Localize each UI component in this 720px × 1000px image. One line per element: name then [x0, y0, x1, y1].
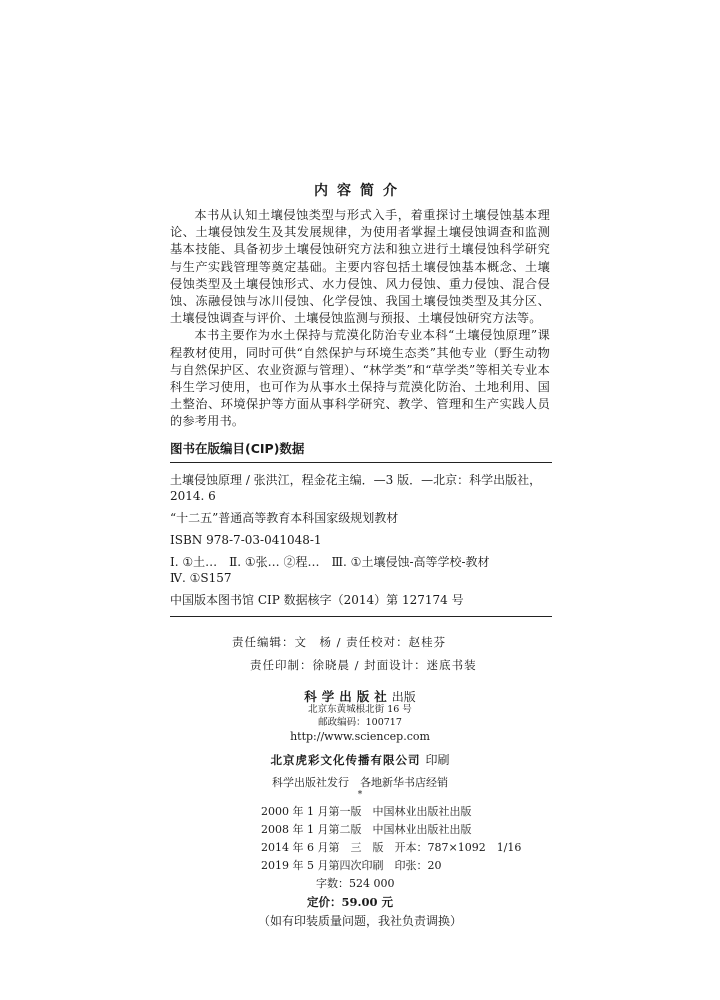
intro-paragraph: 本书从认知土壤侵蚀类型与形式入手，着重探讨土壤侵蚀基本理论、土壤侵蚀发生及其发展规律，为使用者掌握土壤侵蚀调查和监测基本技能、具备初步土壤侵蚀研究方法和独立进行土壤侵蚀科学研究与生产实践管理等奠定基础。主要内容包括土壤侵蚀基本概念、土壤侵蚀类型及土壤侵蚀形式、水力侵蚀、风力侵蚀、重力侵蚀、混合侵蚀、冻融侵蚀与冰川侵蚀、化学侵蚀、我国土壤侵蚀类型及其分区、土壤侵蚀调查与评价、土壤侵蚀监测与预报、土壤侵蚀研究方法等。	[170, 208, 550, 326]
credit-editors: 责任编辑：文 杨 / 责任校对：赵桂芬	[232, 635, 447, 649]
publisher-postcode: 邮政编码：100717	[318, 717, 402, 728]
printer-line	[0, 749, 720, 768]
intro-body	[170, 207, 550, 431]
publisher-name: 科学出版社	[304, 689, 392, 704]
printer-name: 北京虎彩文化传播有限公司	[270, 753, 421, 767]
cip-entry-line: 2014. 6	[170, 489, 216, 503]
cip-classification: Ⅳ. ①S157	[170, 571, 232, 585]
distribution: 科学出版社发行 各地新华书店经销	[272, 776, 448, 789]
cip-entry-line: 土壤侵蚀原理 / 张洪江，程金花主编．—3 版．—北京：科学出版社，	[170, 473, 542, 487]
edition-line: 2008 年 1 月第二版 中国林业出版社出版	[261, 823, 472, 836]
cip-title: 图书在版编目(CIP)数据	[170, 440, 552, 463]
intro-paragraph: 本书主要作为水土保持与荒漠化防治专业本科“土壤侵蚀原理”课程教材使用，同时可供“自然保护与环境生态类”其他专业（野生动物与自然保护区、农业资源与管理）、“林学类”和“草学类”等相关专业本科生学习使用，也可作为从事水土保持与荒漠化防治、土地利用、国土整治、环境保护等方面从事科学研究、教学、管理和生产实践人员的参考用书。	[170, 328, 550, 429]
publisher-url: http://www.sciencep.com	[290, 730, 430, 743]
word-count: 字数：524 000	[316, 877, 395, 890]
cip-classification: Ⅰ. ①土… Ⅱ. ①张… ②程… Ⅲ. ①土壤侵蚀-高等学校-教材	[170, 555, 490, 569]
cip-entries	[170, 472, 552, 617]
edition-line: 2000 年 1 月第一版 中国林业出版社出版	[261, 805, 472, 818]
cip-number: 中国版本图书馆 CIP 数据核字（2014）第 127174 号	[170, 593, 464, 607]
separator-star: *	[357, 790, 363, 800]
cip-series: “十二五”普通高等教育本科国家级规划教材	[170, 511, 399, 525]
cip-block	[170, 440, 552, 617]
publisher-address: 北京东黄城根北街 16 号	[308, 704, 412, 715]
edition-line: 2019 年 5 月第四次印刷 印张：20	[261, 859, 442, 872]
price: 定价：59.00 元	[307, 895, 394, 909]
publisher-name-suffix: 出版	[391, 690, 416, 704]
edition-line: 2014 年 6 月第 三 版 开本：787×1092 1/16	[261, 841, 522, 854]
intro-title: 内容简介	[314, 183, 406, 199]
cip-isbn: ISBN 978-7-03-041048-1	[170, 533, 322, 547]
printer-suffix: 印刷	[425, 753, 450, 767]
credit-production: 责任印制：徐晓晨 / 封面设计：迷底书装	[250, 658, 477, 672]
quality-notice: （如有印装质量问题，我社负责调换）	[258, 914, 463, 928]
